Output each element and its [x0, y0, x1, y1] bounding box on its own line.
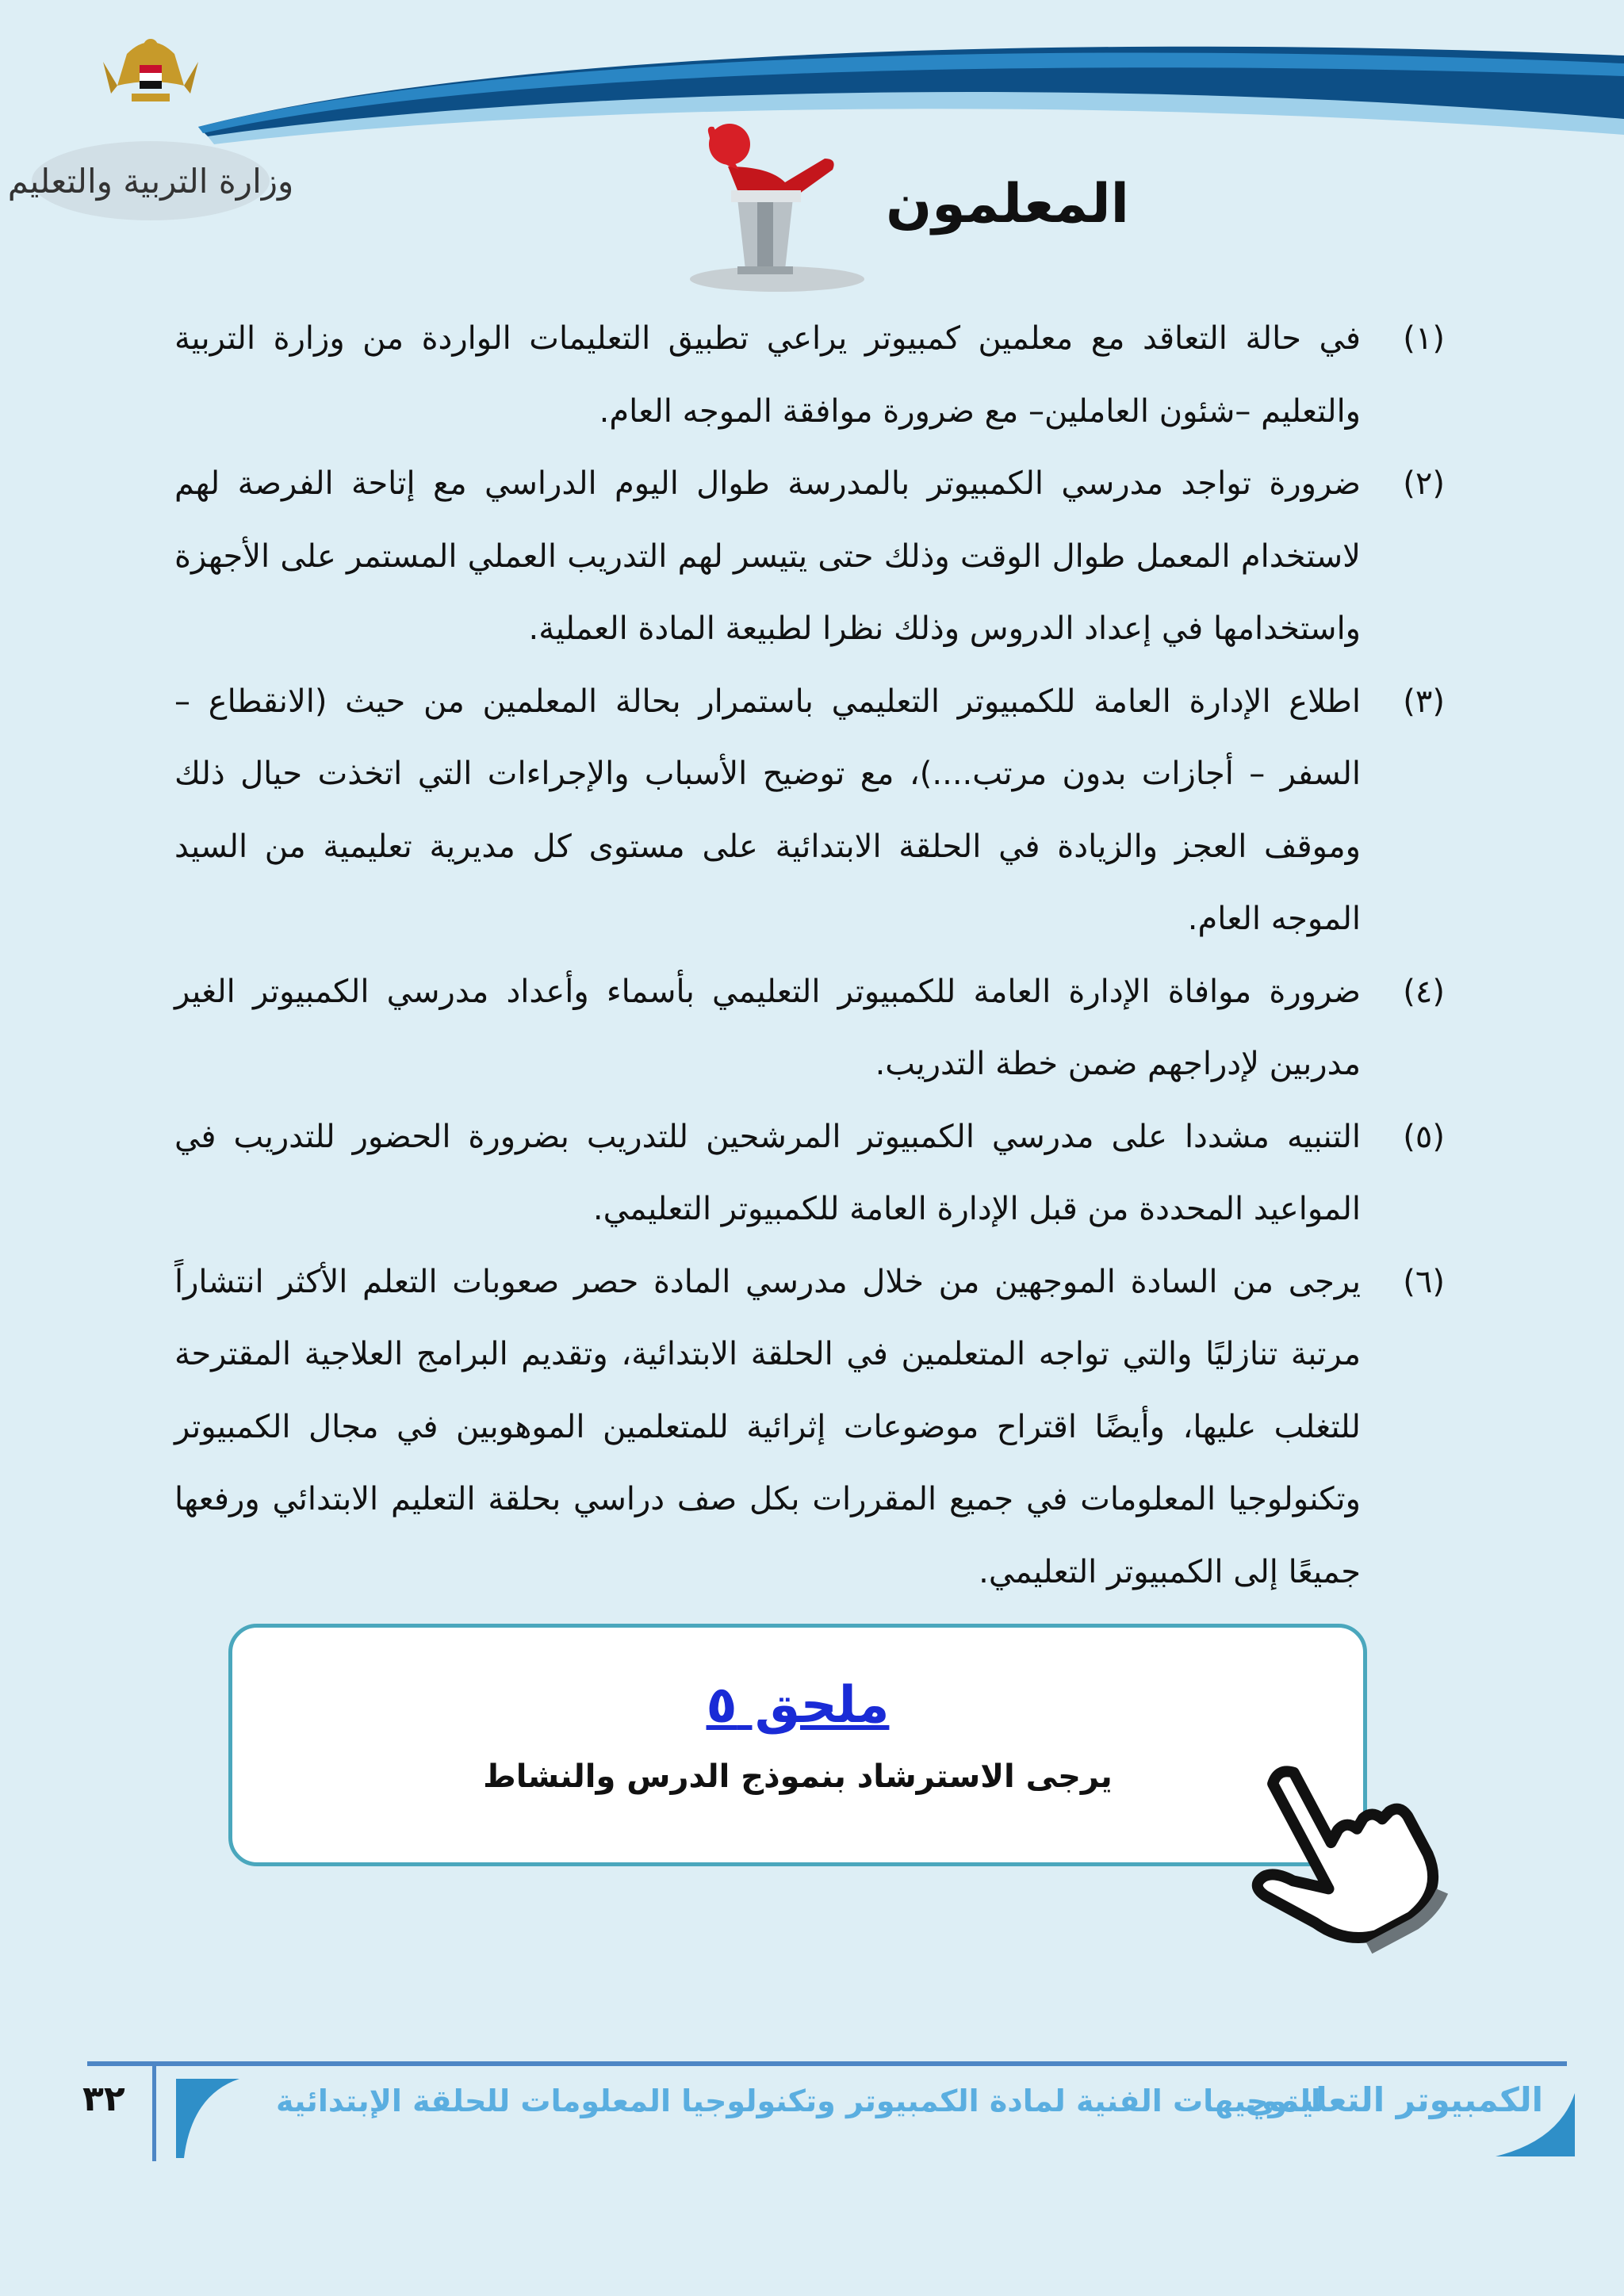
- footer-vertical-divider: [152, 2066, 156, 2161]
- page-title: المعلمون: [886, 173, 1129, 235]
- footer-corner-decoration: [176, 2079, 239, 2158]
- items-list: [174, 303, 1445, 1609]
- item-number: (١): [1403, 320, 1445, 357]
- item-text: في حالة التعاقد مع معلمين كمبيوتر يراعي تطبيق التعليمات الواردة من وزارة التربية والتعليم –شئون العاملين– مع ضرورة موافقة الموجه العام.: [174, 320, 1361, 430]
- ministry-logo-icon: [7, 22, 294, 228]
- pointing-hand-icon: [1221, 1744, 1427, 1958]
- footer-section-title: الكمبيوتر التعليمي: [1245, 2080, 1543, 2119]
- item-number: (٢): [1403, 465, 1445, 502]
- speaker-figure-icon: [682, 111, 872, 293]
- annex-subtitle: يرجى الاسترشاد بنموذج الدرس والنشاط: [483, 1758, 1113, 1795]
- list-item: [174, 303, 1445, 448]
- footer-divider: [87, 2061, 1567, 2066]
- item-text: ضرورة موافاة الإدارة العامة للكمبيوتر التعليمي بأسماء وأعداد مدرسي الكمبيوتر الغير مدربين لإدراجهم ضمن خطة التدريب.: [174, 973, 1361, 1082]
- item-number: (٤): [1403, 973, 1445, 1010]
- annex-box: [228, 1624, 1367, 1866]
- svg-text:وزارة التربية والتعليم: وزارة التربية والتعليم: [7, 162, 294, 201]
- item-number: (٦): [1403, 1263, 1445, 1300]
- item-text: التنبيه مشددا على مدرسي الكمبيوتر المرشحين للتدريب بضرورة الحضور للتدريب في المواعيد المحددة من قبل الإدارة العامة للكمبيوتر التعليمي.: [174, 1118, 1361, 1227]
- list-item: [174, 666, 1445, 956]
- page-number: ٣٢: [82, 2079, 125, 2119]
- list-item: [174, 1101, 1445, 1246]
- item-text: اطلاع الإدارة العامة للكمبيوتر التعليمي باستمرار بحالة المعلمين من حيث (الانقطاع – السفر – أجازات بدون مرتب....)، مع توضيح الأسباب والإجراءات التي اتخذت حيال ذلك وموقف العجز والزيادة في الحلقة الابتدائية على مستوى كل مديرية تعليمية من السيد الموجه العام.: [174, 683, 1361, 937]
- list-item: [174, 448, 1445, 666]
- item-number: (٥): [1403, 1118, 1445, 1155]
- item-text: ضرورة تواجد مدرسي الكمبيوتر بالمدرسة طوال اليوم الدراسي مع إتاحة الفرصة لهم لاستخدام المعمل طوال الوقت وذلك حتى يتيسر لهم التدريب العملي المستمر على الأجهزة واستخدامها في إعداد الدروس وذلك نظرا لطبيعة المادة العملية.: [174, 465, 1361, 647]
- list-item: [174, 956, 1445, 1101]
- item-number: (٣): [1403, 683, 1445, 720]
- footer-document-title: التوجيهات الفنية لمادة الكمبيوتر وتكنولوجيا المعلومات للحلقة الإبتدائية: [276, 2084, 1322, 2118]
- item-text: يرجى من السادة الموجهين من خلال مدرسي المادة حصر صعوبات التعلم الأكثر انتشاراً مرتبة تنازليًا والتي تواجه المتعلمين في الحلقة الابتدائية، وتقديم البرامج العلاجية المقترحة للتغلب عليها، وأيضًا اقتراح موضوعات إثرائية للمتعلمين الموهوبين في مجال الكمبيوتر وتكنولوجيا المعلومات في جميع المقررات بكل صف دراسي بحلقة التعليم الابتدائي ورفعها جميعًا إلى الكمبيوتر التعليمي.: [174, 1263, 1361, 1590]
- list-item: [174, 1246, 1445, 1609]
- annex-link[interactable]: ملحق ٥: [706, 1676, 890, 1735]
